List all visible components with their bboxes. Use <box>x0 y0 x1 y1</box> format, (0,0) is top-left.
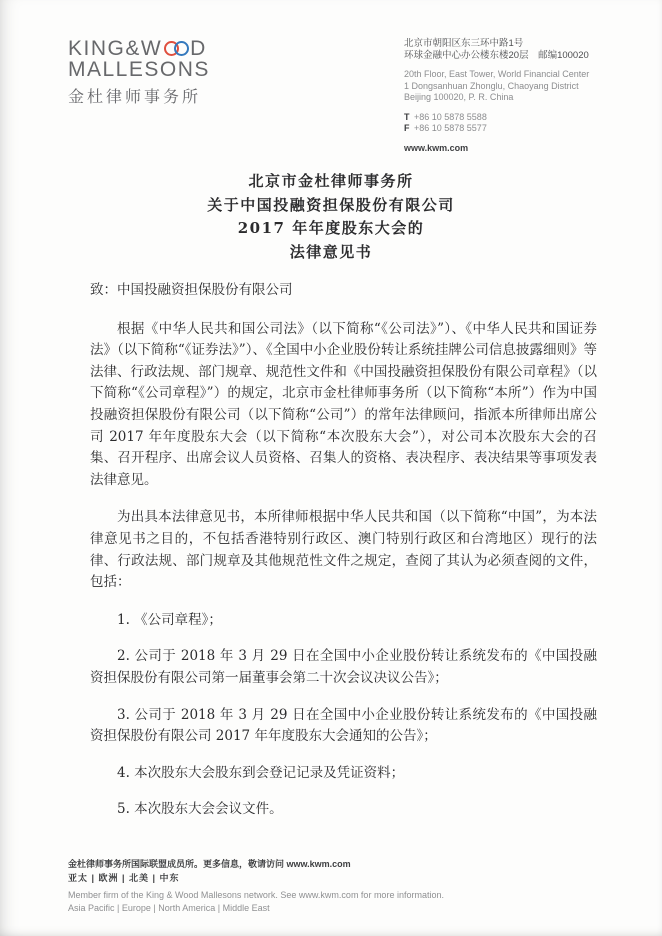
letterhead <box>68 38 616 154</box>
footer-en-network-line: Member firm of the King & Wood Mallesons network. See www.kwm.com for more information. <box>68 890 444 900</box>
tel-number: +86 10 5878 5588 <box>414 111 487 122</box>
title-line-doctype: 法律意见书 <box>289 242 373 261</box>
footer-en-regions: Asia Pacific | Europe | North America | Middle East <box>68 902 270 913</box>
address-block <box>404 38 616 154</box>
list-item: 2. 公司于 2018 年 3 月 29 日在全国中小企业股份转让系统发布的《中国投融资担保股份有限公司第一届董事会第二十次会议决议公告》； <box>90 648 597 686</box>
list-item: 4. 本次股东大会股东到会登记记录及凭证资料； <box>117 764 405 781</box>
address-en-line3: Beijing 100020, P. R. China <box>404 92 514 102</box>
website-url: www.kwm.com <box>404 142 469 153</box>
address-en-line1: 20th Floor, East Tower, World Financial Center <box>404 69 590 79</box>
paragraph-review-scope: 为出具本法律意见书，本所律师根据中华人民共和国（以下简称“中国”，为本法律意见书之目的，不包括香港特别行政区、澳门特别行政区和台湾地区）现行的法律、行政法规、部门规章及其他规范性文件之规定，查阅了其认为必须查阅的文件，包括： <box>90 509 597 591</box>
phone-fax-block <box>404 112 616 135</box>
address-en-line2: 1 Dongsanhuan Zhonglu, Chaoyang District <box>404 80 579 91</box>
list-item: 1. 《公司章程》； <box>117 611 222 628</box>
address-cn-line1: 北京市朝阳区东三环中路1号 <box>404 38 524 49</box>
title-line-firm: 北京市金杜律师事务所 <box>248 172 414 190</box>
recipient-line: 致：中国投融资担保股份有限公司 <box>90 282 293 298</box>
logo-wordmark-line1 <box>68 38 210 59</box>
list-item: 3. 公司于 2018 年 3 月 29 日在全国中小企业股份转让系统发布的《中国投融资担保股份有限公司 2017 年年度股东大会通知的公告》； <box>90 706 597 745</box>
title-line-company: 关于中国投融资担保股份有限公司 <box>207 195 455 214</box>
document-body <box>90 280 597 836</box>
kwm-logo <box>68 38 210 107</box>
address-english <box>404 69 616 104</box>
fax-label: F <box>404 123 410 133</box>
reviewed-documents-list <box>90 610 597 821</box>
list-item: 5. 本次股东大会会议文件。 <box>117 801 283 818</box>
tel-label: T <box>404 111 410 122</box>
page-footer <box>68 858 602 914</box>
logo-text-suffix: D <box>190 37 207 60</box>
paragraph-legal-basis: 根据《中华人民共和国公司法》（以下简称“《公司法》”）、《中华人民共和国证券法》（以下简称“《证券法》”）、《全国中小企业股份转让系统挂牌公司信息披露细则》等法律、行政法规、部门规章、规范性文件和《中国投融资担保股份有限公司章程》（以下简称“《公司章程》”）的规定，北京市金杜律师事务所（以下简称“本所”）作为中国投融资担保股份有限公司（以下简称“公司”）的常年法律顾问，指派本所律师出席公司 2017 年年度股东大会（以下简称“本次股东大会”），对公司本次股东大会的召集、召开程序、出席会议人员资格、召集人的资格、表决程序、表决结果等事项发表法律意见。 <box>90 320 597 488</box>
footer-cn-regions: 亚太 | 欧洲 | 北美 | 中东 <box>68 872 180 883</box>
tel-line <box>404 112 616 124</box>
logo-wordmark-line2: MALLESONS <box>68 58 210 81</box>
footer-cn-network-line: 金杜律师事务所国际联盟成员所。更多信息，敬请访问 www.kwm.com <box>68 859 351 869</box>
logo-blue-ring-icon <box>174 41 189 56</box>
title-line-meeting: 2017 年年度股东大会的 <box>237 219 425 237</box>
address-chinese <box>404 38 616 61</box>
fax-line <box>404 123 616 135</box>
fax-number: +86 10 5878 5577 <box>414 123 487 133</box>
logo-chinese-name: 金杜律师事务所 <box>68 87 202 106</box>
logo-text-prefix: KING&W <box>68 37 163 60</box>
address-cn-line2: 环球金融中心办公楼东楼20层 邮编100020 <box>404 49 589 61</box>
document-title <box>0 170 662 264</box>
